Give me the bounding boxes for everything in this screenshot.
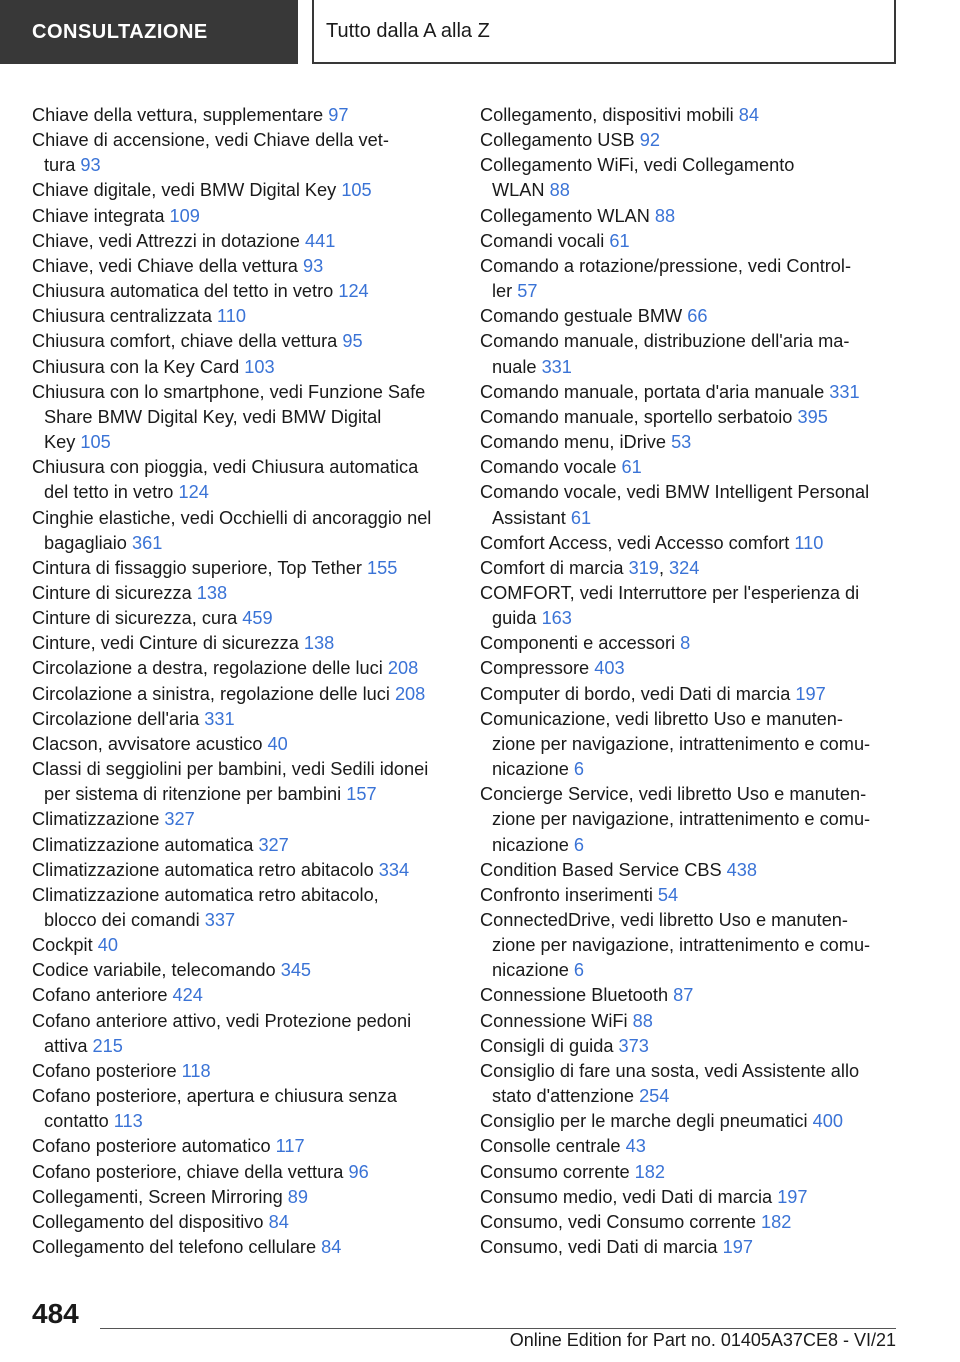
page-reference-link[interactable]: 459 [242,608,273,629]
entry-text: Collegamento USB [480,130,640,151]
entry-text: Assistant [492,507,571,528]
entry-text: attiva [44,1035,93,1056]
index-entry [480,405,900,430]
entry-text: Chiusura con pioggia, vedi Chiusura automatica [32,457,419,478]
index-entry [32,153,472,178]
page-reference-link[interactable]: 8 [680,633,691,654]
entry-text: Comunicazione, vedi libretto Uso e manuten‐ [480,708,843,729]
index-entry [32,204,472,229]
index-entry [480,682,900,707]
page-reference-link[interactable]: 254 [639,1086,670,1107]
index-entry [480,279,900,304]
index-entry [32,1134,472,1159]
entry-text: zione per navigazione, intrattenimento e comu‐ [492,809,871,830]
index-entry [32,128,472,153]
index-entry [32,1034,472,1059]
index-column-right [480,103,900,1260]
index-entry [32,707,472,732]
index-entry [32,178,472,203]
entry-text: Cofano posteriore, chiave della vettura [32,1161,349,1182]
section-header [0,0,298,64]
entry-text: Connessione WiFi [480,1010,633,1031]
page-reference-link[interactable]: 197 [777,1186,808,1207]
page-reference-link[interactable]: 84 [268,1211,289,1232]
index-entry [480,153,900,178]
index-entry [32,732,472,757]
index-entry [480,1109,900,1134]
entry-text: Cofano posteriore automatico [32,1136,276,1157]
page-reference-link[interactable]: 57 [517,281,538,302]
page-reference-link[interactable]: 109 [169,205,200,226]
entry-text: Circolazione dell'aria [32,708,205,729]
entry-text: ler [492,281,518,302]
page-reference-link[interactable]: 324 [669,557,700,578]
index-entry [480,933,900,958]
index-entry [32,254,472,279]
index-entry [32,229,472,254]
entry-text: nicazione [492,834,574,855]
index-entry [32,355,472,380]
index-entry [32,329,472,354]
index-entry [480,204,900,229]
page-reference-link[interactable]: 113 [113,1111,143,1132]
page-reference-link[interactable]: 438 [726,859,758,880]
page-reference-link[interactable]: 118 [181,1060,211,1081]
entry-text: Chiave, vedi Chiave della vettura [32,255,303,276]
index-entry [32,1210,472,1235]
page-reference-link[interactable]: 6 [573,759,585,780]
entry-text: Cinghie elastiche, vedi Occhielli di ancoraggio nel [32,507,432,528]
entry-text: Comando a rotazione/pressione, vedi Control‐ [480,255,852,276]
page-reference-link[interactable]: 403 [594,658,625,679]
page-reference-link[interactable]: 400 [812,1111,843,1132]
index-entry [480,455,900,480]
index-entry [32,656,472,681]
index-entry [32,833,472,858]
entry-text: Climatizzazione automatica [32,834,259,855]
index-entry [32,682,472,707]
entry-text: Climatizzazione automatica retro abitacolo, [32,884,379,905]
entry-text: Comando vocale [480,457,622,478]
entry-text: Comando manuale, portata d'aria manuale [480,381,830,402]
entry-text: Key [44,432,81,453]
page-reference-link[interactable]: 87 [673,985,694,1006]
entry-text: Consiglio di fare una sosta, vedi Assistente allo [480,1060,860,1081]
entry-text: Concierge Service, vedi libretto Uso e manuten‐ [480,784,867,805]
entry-text: Consumo medio, vedi Dati di marcia [480,1186,778,1207]
entry-text: Cinture, vedi Cinture di sicurezza [32,633,304,654]
index-entry [480,833,900,858]
index-entry [480,178,900,203]
section-title: CONSULTAZIONE [32,20,208,43]
page-number: 484 [32,1298,79,1329]
page-reference-link[interactable]: 53 [671,432,692,453]
entry-text: per sistema di ritenzione per bambini [44,784,347,805]
index-entry [480,355,900,380]
page-reference-link[interactable]: 345 [280,960,312,981]
index-entry [32,1059,472,1084]
footer-divider [100,1328,896,1329]
page-reference-link[interactable]: 88 [632,1010,653,1031]
entry-text: Comando menu, iDrive [480,432,672,453]
entry-text: Collegamento del dispositivo [32,1211,269,1232]
entry-text: Chiusura con lo smartphone, vedi Funzione Safe [32,381,426,402]
index-entry [32,103,472,128]
index-entry [32,983,472,1008]
page-reference-link[interactable]: 319 [628,557,659,578]
index-entry [32,1160,472,1185]
entry-text: Clacson, avvisatore acustico [32,733,268,754]
page-reference-link[interactable]: 331 [541,356,572,377]
edition-note: Online Edition for Part no. 01405A37CE8 - VI/21 [509,1330,896,1350]
entry-text: Codice variabile, telecomando [32,960,281,981]
entry-text: Chiave integrata [32,205,170,226]
page-reference-link[interactable]: 6 [573,960,585,981]
entry-text: Collegamenti, Screen Mirroring [32,1186,288,1207]
index-entry [32,279,472,304]
page-reference-link[interactable]: 6 [573,834,585,855]
page-reference-link[interactable]: 105 [341,180,372,201]
entry-text: , [658,557,670,578]
index-entry [32,380,472,405]
page-reference-link[interactable]: 103 [244,356,275,377]
entry-text: guida [492,608,542,629]
page-reference-link[interactable]: 373 [618,1035,649,1056]
index-entry [32,581,472,606]
page-reference-link[interactable]: 97 [328,105,349,125]
entry-text: Chiusura automatica del tetto in vetro [32,281,339,302]
entry-text: Comando manuale, sportello serbatoio [480,406,798,427]
page-reference-link[interactable]: 43 [625,1136,646,1157]
index-entry [480,782,900,807]
page-reference-link[interactable]: 327 [258,834,289,855]
entry-text: Chiave digitale, vedi BMW Digital Key [32,180,342,201]
index-entry [32,883,472,908]
entry-text: tura [44,155,81,176]
entry-text: Componenti e accessori [480,633,681,654]
index-entry [480,1210,900,1235]
page-reference-link[interactable]: 361 [131,532,163,553]
page-reference-link[interactable]: 197 [795,683,826,704]
page-reference-link[interactable]: 93 [80,155,101,176]
index-entry [32,1185,472,1210]
entry-text: Confronto inserimenti [480,884,658,905]
index-entry [480,229,900,254]
entry-text: COMFORT, vedi Interruttore per l'esperienza di [480,582,860,603]
entry-text: Comfort Access, vedi Accesso comfort [480,532,795,553]
page-reference-link[interactable]: 124 [178,482,209,503]
index-entry [32,430,472,455]
index-entry [480,858,900,883]
entry-text: Consumo corrente [480,1161,635,1182]
index-entry [480,1235,900,1260]
index-entry [480,732,900,757]
page-reference-link[interactable]: 197 [722,1237,753,1258]
entry-text: Collegamento, dispositivi mobili [480,105,739,125]
page-reference-link[interactable]: 61 [621,457,642,478]
index-entry [32,782,472,807]
page-reference-link[interactable]: 157 [346,784,377,805]
index-entry [480,380,900,405]
chapter-title: Tutto dalla A alla Z [326,19,490,42]
page-reference-link[interactable]: 66 [687,306,708,327]
entry-text: Consolle centrale [480,1136,626,1157]
index-entry [480,103,900,128]
index-entry [480,1034,900,1059]
page-reference-link[interactable]: 88 [654,205,676,226]
page-reference-link[interactable]: 331 [829,381,860,402]
entry-text: bagagliaio [44,532,132,553]
entry-text: Collegamento WLAN [480,205,655,226]
entry-text: Comfort di marcia [480,557,629,578]
entry-text: Cinture di sicurezza, cura [32,608,243,629]
entry-text: blocco dei comandi [44,910,205,930]
index-entry [32,455,472,480]
page-reference-link[interactable]: 93 [302,255,324,276]
entry-text: nuale [492,356,542,377]
page-reference-link[interactable]: 138 [303,633,335,654]
entry-text: Condition Based Service CBS [480,859,727,880]
entry-text: contatto [44,1111,114,1132]
page-reference-link[interactable]: 331 [204,708,235,729]
entry-text: Chiusura con la Key Card [32,356,245,377]
index-entry [32,908,472,933]
page-reference-link[interactable]: 327 [164,809,195,830]
page-reference-link[interactable]: 163 [541,608,572,629]
entry-text: Chiave della vettura, supplementare [32,105,329,125]
index-entry [32,1109,472,1134]
page-reference-link[interactable]: 441 [304,230,336,251]
page-reference-link[interactable]: 61 [609,230,630,251]
index-entry [480,480,900,505]
entry-text: ConnectedDrive, vedi libretto Uso e manuten‐ [480,910,848,930]
index-entry [480,757,900,782]
entry-text: Collegamento WiFi, vedi Collegamento [480,155,795,176]
entry-text: del tetto in vetro [44,482,179,503]
entry-text: nicazione [492,960,574,981]
page-reference-link[interactable]: 215 [92,1035,123,1056]
entry-text: Consumo, vedi Dati di marcia [480,1237,723,1258]
entry-text: stato d'attenzione [492,1086,640,1107]
entry-text: zione per navigazione, intrattenimento e comu‐ [492,935,871,956]
index-column-left [32,103,472,1260]
entry-text: Comando manuale, distribuzione dell'aria ma‐ [480,331,850,352]
index-entry [480,908,900,933]
page-reference-link[interactable]: 40 [267,733,288,754]
page-reference-link[interactable]: 96 [348,1161,369,1182]
index-entry [32,1084,472,1109]
index-entry [480,329,900,354]
page-reference-link[interactable]: 40 [97,935,118,956]
page-reference-link[interactable]: 54 [657,884,679,905]
page-reference-link[interactable]: 110 [217,306,246,327]
entry-text: Chiusura centralizzata [32,306,217,327]
page-reference-link[interactable]: 138 [196,582,228,603]
page-reference-link[interactable]: 117 [275,1136,305,1157]
page-reference-link[interactable]: 84 [321,1237,342,1258]
page-reference-link[interactable]: 124 [338,281,369,302]
entry-text: Cofano anteriore [32,985,173,1006]
page-reference-link[interactable]: 395 [797,406,828,427]
entry-text: Connessione Bluetooth [480,985,674,1006]
page-reference-link[interactable]: 88 [549,180,570,201]
index-entry [32,1009,472,1034]
entry-text: Comando gestuale BMW [480,306,688,327]
page-reference-link[interactable]: 105 [80,432,111,453]
index-entry [32,858,472,883]
index-entry [480,304,900,329]
index-entry [480,1160,900,1185]
index-entry [32,304,472,329]
index-entry [480,1134,900,1159]
index-entry [480,430,900,455]
index-entry [32,631,472,656]
index-entry [32,958,472,983]
entry-text: Consiglio per le marche degli pneumatici [480,1111,813,1132]
index-entry [480,1009,900,1034]
index-entry [32,556,472,581]
index-entry [480,606,900,631]
entry-text: Consigli di guida [480,1035,619,1056]
entry-text: zione per navigazione, intrattenimento e comu‐ [492,733,871,754]
index-entry [480,983,900,1008]
page-reference-link[interactable]: 424 [172,985,203,1006]
index-entry [480,254,900,279]
index-entry [32,405,472,430]
index-entry [480,656,900,681]
page-reference-link[interactable]: 208 [394,683,426,704]
index-entry [32,531,472,556]
index-entry [32,480,472,505]
index-entry [480,506,900,531]
entry-text: Chiave di accensione, vedi Chiave della vet‐ [32,130,389,151]
page-reference-link[interactable]: 89 [287,1186,308,1207]
page-reference-link[interactable]: 155 [366,557,398,578]
entry-text: Climatizzazione [32,809,165,830]
index-entry [480,128,900,153]
index-entry [32,506,472,531]
entry-text: Cofano anteriore attivo, vedi Protezione pedoni [32,1010,412,1031]
page-reference-link[interactable]: 61 [570,507,592,528]
page-reference-link[interactable]: 84 [738,105,760,125]
index-entry [32,606,472,631]
index-entry [480,1185,900,1210]
chapter-header [312,0,896,64]
index-entry [480,556,900,581]
index-entry [480,631,900,656]
entry-text: Classi di seggiolini per bambini, vedi Sedili idonei [32,759,429,780]
index-entry [32,933,472,958]
page-reference-link[interactable]: 95 [342,331,363,352]
entry-text: Circolazione a destra, regolazione delle luci [32,658,388,679]
entry-text: Cockpit [32,935,98,956]
entry-text: Circolazione a sinistra, regolazione delle luci [32,683,395,704]
entry-text: Chiave, vedi Attrezzi in dotazione [32,230,305,251]
page-reference-link[interactable]: 208 [387,658,419,679]
index-entry [480,531,900,556]
index-entry [32,807,472,832]
entry-text: Cofano posteriore [32,1060,182,1081]
entry-text: nicazione [492,759,574,780]
page-reference-link[interactable]: 110 [794,532,824,553]
entry-text: Cofano posteriore, apertura e chiusura senza [32,1086,397,1107]
page-reference-link[interactable]: 337 [204,910,236,930]
entry-text: Chiusura comfort, chiave della vettura [32,331,343,352]
index-entry [480,1059,900,1084]
entry-text: Computer di bordo, vedi Dati di marcia [480,683,796,704]
index-entry [480,1084,900,1109]
entry-text: Collegamento del telefono cellulare [32,1237,322,1258]
entry-text: Cintura di fissaggio superiore, Top Tether [32,557,367,578]
page-reference-link[interactable]: 334 [378,859,410,880]
index-entry [480,707,900,732]
entry-text: Cinture di sicurezza [32,582,197,603]
index-entry [480,581,900,606]
page-reference-link[interactable]: 182 [761,1211,792,1232]
index-entry [480,958,900,983]
entry-text: Compressore [480,658,595,679]
index-entry [32,757,472,782]
index-entry [32,1235,472,1260]
entry-text: Consumo, vedi Consumo corrente [480,1211,762,1232]
entry-text: Comandi vocali [480,230,610,251]
entry-text: Climatizzazione automatica retro abitacolo [32,859,379,880]
page-reference-link[interactable]: 92 [639,130,660,151]
index-entry [480,807,900,832]
entry-text: Share BMW Digital Key, vedi BMW Digital [44,406,382,427]
page-reference-link[interactable]: 182 [634,1161,666,1182]
entry-text: Comando vocale, vedi BMW Intelligent Personal [480,482,870,503]
entry-text: WLAN [492,180,550,201]
index-entry [480,883,900,908]
